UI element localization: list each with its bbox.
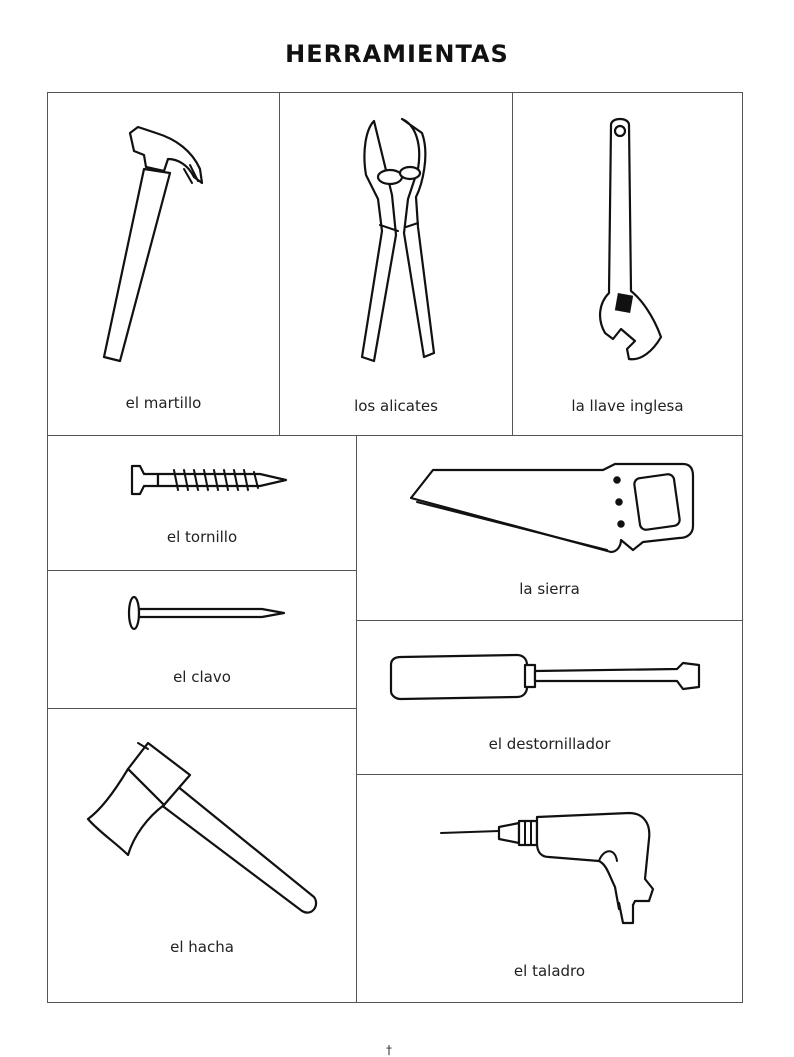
tool-label: el clavo — [173, 668, 231, 686]
pliers-icon — [352, 115, 442, 365]
tool-card-screw — [47, 435, 357, 572]
page-footer-mark: † — [386, 1043, 392, 1057]
screw-icon — [128, 460, 288, 500]
tool-card-drill — [356, 774, 743, 1003]
page-title: HERRAMIENTAS — [285, 40, 509, 68]
tool-label: el taladro — [513, 962, 586, 980]
saw-icon — [407, 460, 697, 560]
hammer-icon — [98, 121, 228, 366]
tool-card-nail — [47, 570, 357, 710]
drill-icon — [439, 809, 659, 929]
nail-icon — [126, 593, 286, 633]
tool-card-pliers — [279, 92, 513, 436]
tool-card-screwdriver — [356, 620, 743, 776]
tool-label: el tornillo — [166, 528, 238, 546]
tool-card-hammer — [47, 92, 280, 436]
screwdriver-icon — [387, 651, 707, 711]
tool-label: la sierra — [519, 580, 580, 598]
tool-label: la llave inglesa — [571, 397, 684, 415]
tool-label: el hacha — [170, 938, 234, 956]
tool-card-axe — [47, 708, 357, 1003]
tool-label: el destornillador — [488, 735, 611, 753]
tool-label: los alicates — [354, 397, 438, 415]
axe-icon — [88, 739, 328, 919]
tool-label: el martillo — [125, 394, 202, 412]
tool-card-saw — [356, 435, 743, 622]
tool-card-wrench — [512, 92, 743, 436]
wrench-icon — [591, 115, 671, 365]
